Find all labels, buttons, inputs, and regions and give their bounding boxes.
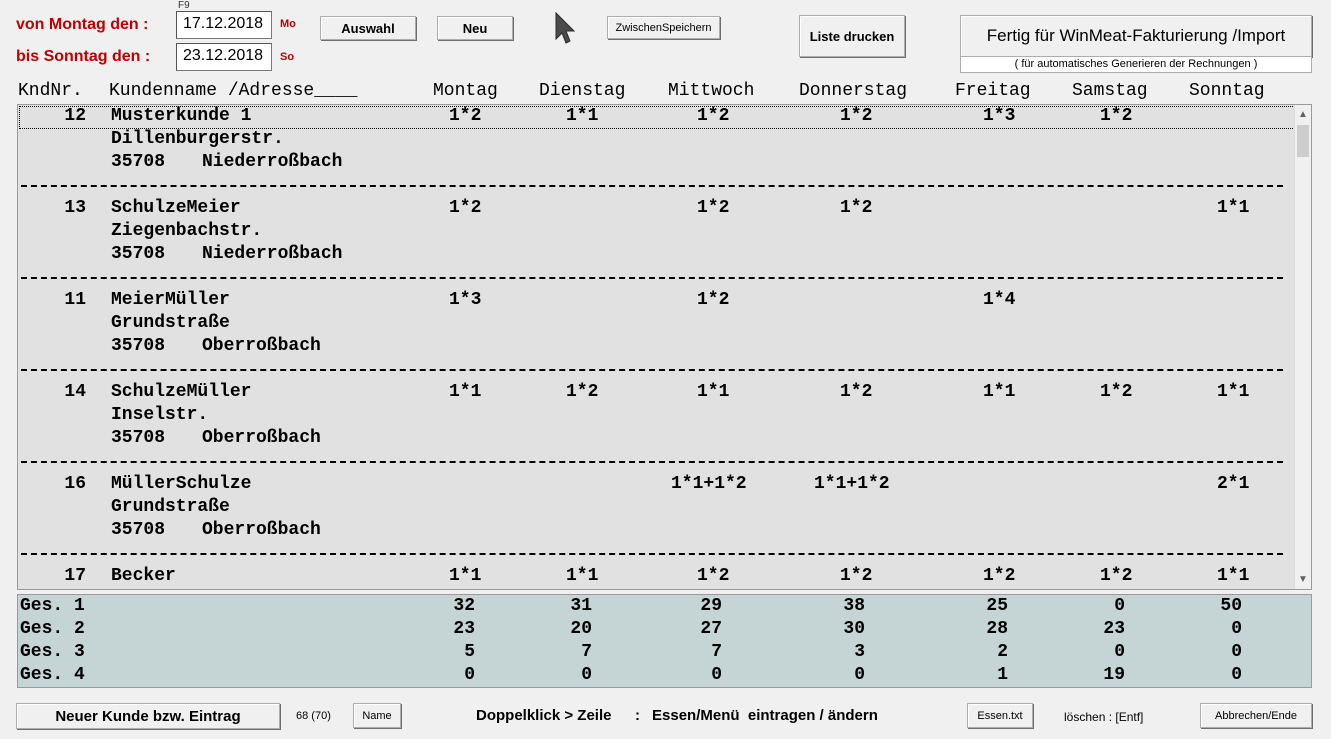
neuer-kunde-button[interactable]: Neuer Kunde bzw. Eintrag xyxy=(16,703,280,729)
totals-do: 3 xyxy=(854,642,865,662)
col-mittwoch: Mittwoch xyxy=(668,81,755,101)
entry-mi: 1*1 xyxy=(697,382,730,402)
list-item[interactable] xyxy=(18,473,1295,565)
col-dienstag: Dienstag xyxy=(539,81,626,101)
vertical-scrollbar[interactable] xyxy=(1294,105,1311,589)
entry-fr: 1*4 xyxy=(983,290,1016,310)
entry-sa: 1*2 xyxy=(1100,106,1133,126)
scroll-thumb[interactable] xyxy=(1297,125,1309,157)
entry-mo: 1*1 xyxy=(449,382,482,402)
hint-essen: Essen/Menü eintragen / ändern xyxy=(652,707,878,724)
entry-zip: 35708 xyxy=(111,244,166,264)
entry-street: Inselstr. xyxy=(111,405,209,425)
totals-fr: 2 xyxy=(997,642,1008,662)
totals-mi: 7 xyxy=(711,642,722,662)
von-label: von Montag den : xyxy=(16,16,149,33)
totals-mi: 27 xyxy=(700,619,722,639)
entry-so: 1*1 xyxy=(1217,198,1250,218)
entry-so: 1*1 xyxy=(1217,382,1250,402)
entry-city: Oberroßbach xyxy=(202,520,321,540)
totals-mo: 32 xyxy=(453,596,475,616)
entry-street: Grundstraße xyxy=(111,313,230,333)
totals-sa: 0 xyxy=(1114,596,1125,616)
col-kndnr: KndNr. xyxy=(18,81,83,101)
hint-colon: : xyxy=(635,707,640,724)
totals-fr: 1 xyxy=(997,665,1008,685)
hint-doppelklick: Doppelklick > Zeile xyxy=(476,707,612,724)
entry-zip: 35708 xyxy=(111,336,166,356)
totals-sa: 19 xyxy=(1103,665,1125,685)
row-separator xyxy=(21,185,1283,187)
row-separator xyxy=(21,553,1283,555)
totals-mo: 0 xyxy=(464,665,475,685)
entry-name: SchulzeMeier xyxy=(111,198,241,218)
col-montag: Montag xyxy=(433,81,498,101)
neu-button[interactable]: Neu xyxy=(437,16,513,40)
totals-fr: 28 xyxy=(986,619,1008,639)
totals-sa: 23 xyxy=(1103,619,1125,639)
entry-street: Dillenburgerstr. xyxy=(111,129,284,149)
liste-drucken-button[interactable]: Liste drucken xyxy=(799,15,905,57)
entry-nr: 13 xyxy=(64,198,86,218)
entry-di: 1*1 xyxy=(566,106,599,126)
totals-do: 0 xyxy=(854,665,865,685)
loeschen-hint: löschen : [Entf] xyxy=(1064,710,1144,724)
mo-label: Mo xyxy=(280,18,296,30)
entry-di: 1*1 xyxy=(566,566,599,586)
entry-name: Becker xyxy=(111,566,176,586)
totals-label: Ges. 4 xyxy=(20,665,85,685)
entry-city: Oberroßbach xyxy=(202,336,321,356)
bis-label: bis Sonntag den : xyxy=(16,48,151,65)
mouse-cursor-icon xyxy=(554,11,578,45)
entry-sa: 1*2 xyxy=(1100,382,1133,402)
zwischenspeichern-button[interactable]: ZwischenSpeichern xyxy=(607,16,720,39)
f9-hint: F9 xyxy=(178,0,190,11)
entry-sa: 1*2 xyxy=(1100,566,1133,586)
totals-di: 0 xyxy=(581,665,592,685)
entry-city: Niederroßbach xyxy=(202,152,343,172)
totals-mi: 29 xyxy=(700,596,722,616)
totals-sa: 0 xyxy=(1114,642,1125,662)
entry-street: Ziegenbachstr. xyxy=(111,221,263,241)
von-date-field[interactable]: 17.12.2018 xyxy=(176,11,272,39)
entry-zip: 35708 xyxy=(111,152,166,172)
row-separator xyxy=(21,277,1283,279)
totals-mo: 23 xyxy=(453,619,475,639)
abbrechen-button[interactable]: Abbrechen/Ende xyxy=(1200,703,1312,728)
entry-city: Oberroßbach xyxy=(202,428,321,448)
entry-do: 1*2 xyxy=(840,382,873,402)
entry-fr: 1*3 xyxy=(983,106,1016,126)
record-count: 68 (70) xyxy=(296,710,331,722)
essen-txt-button[interactable]: Essen.txt xyxy=(967,703,1033,728)
entry-so: 2*1 xyxy=(1217,474,1250,494)
entry-mi: 1*2 xyxy=(697,106,730,126)
entry-city: Niederroßbach xyxy=(202,244,343,264)
entry-nr: 17 xyxy=(64,566,86,586)
entry-fr: 1*2 xyxy=(983,566,1016,586)
bis-date-field[interactable]: 23.12.2018 xyxy=(176,43,272,71)
scroll-down-icon[interactable]: ▼ xyxy=(1298,574,1308,585)
entry-zip: 35708 xyxy=(111,428,166,448)
entry-mi: 1*2 xyxy=(697,290,730,310)
so-label: So xyxy=(280,51,295,63)
entry-zip: 35708 xyxy=(111,520,166,540)
entry-name: SchulzeMüller xyxy=(111,382,252,402)
col-samstag: Samstag xyxy=(1072,81,1148,101)
list-item[interactable] xyxy=(18,565,1295,590)
entry-street: Grundstraße xyxy=(111,497,230,517)
entry-nr: 12 xyxy=(64,106,86,126)
entry-nr: 11 xyxy=(64,290,86,310)
list-item[interactable] xyxy=(18,289,1295,381)
totals-so: 0 xyxy=(1231,665,1242,685)
entry-mo: 1*3 xyxy=(449,290,482,310)
totals-fr: 25 xyxy=(986,596,1008,616)
col-donnerstag: Donnerstag xyxy=(799,81,908,101)
totals-so: 0 xyxy=(1231,619,1242,639)
totals-so: 0 xyxy=(1231,642,1242,662)
row-separator xyxy=(21,369,1283,371)
entry-do: 1*2 xyxy=(840,198,873,218)
list-item[interactable] xyxy=(18,105,1295,197)
customer-list[interactable] xyxy=(17,104,1312,590)
col-name: Kundenname /Adresse____ xyxy=(109,81,358,101)
fertig-button[interactable]: Fertig für WinMeat-Fakturierung /Import xyxy=(960,15,1312,57)
list-item[interactable] xyxy=(18,197,1295,289)
fertig-note: ( für automatisches Generieren der Rechnungen ) xyxy=(960,56,1312,73)
totals-so: 50 xyxy=(1220,596,1242,616)
entry-nr: 14 xyxy=(64,382,86,402)
entry-do: 1*1+1*2 xyxy=(814,474,890,494)
entry-mi: 1*2 xyxy=(697,566,730,586)
col-sonntag: Sonntag xyxy=(1189,81,1265,101)
auswahl-button[interactable]: Auswahl xyxy=(320,16,416,40)
entry-name: MeierMüller xyxy=(111,290,230,310)
totals-do: 30 xyxy=(843,619,865,639)
entry-nr: 16 xyxy=(64,474,86,494)
totals-do: 38 xyxy=(843,596,865,616)
entry-mi: 1*2 xyxy=(697,198,730,218)
totals-di: 20 xyxy=(570,619,592,639)
totals-label: Ges. 2 xyxy=(20,619,85,639)
totals-panel xyxy=(17,594,1312,688)
entry-fr: 1*1 xyxy=(983,382,1016,402)
entry-name: MüllerSchulze xyxy=(111,474,252,494)
entry-di: 1*2 xyxy=(566,382,599,402)
entry-mo: 1*1 xyxy=(449,566,482,586)
totals-mi: 0 xyxy=(711,665,722,685)
totals-label: Ges. 1 xyxy=(20,596,85,616)
entry-mi: 1*1+1*2 xyxy=(671,474,747,494)
totals-label: Ges. 3 xyxy=(20,642,85,662)
totals-di: 31 xyxy=(570,596,592,616)
totals-mo: 5 xyxy=(464,642,475,662)
column-header-row xyxy=(0,81,1331,103)
entry-name: Musterkunde 1 xyxy=(111,106,252,126)
entry-mo: 1*2 xyxy=(449,198,482,218)
entry-mo: 1*2 xyxy=(449,106,482,126)
row-separator xyxy=(21,461,1283,463)
name-sort-button[interactable]: Name xyxy=(353,703,401,728)
totals-di: 7 xyxy=(581,642,592,662)
scroll-up-icon[interactable]: ▲ xyxy=(1298,109,1308,120)
entry-do: 1*2 xyxy=(840,566,873,586)
entry-so: 1*1 xyxy=(1217,566,1250,586)
entry-do: 1*2 xyxy=(840,106,873,126)
list-item[interactable] xyxy=(18,381,1295,473)
col-freitag: Freitag xyxy=(955,81,1031,101)
